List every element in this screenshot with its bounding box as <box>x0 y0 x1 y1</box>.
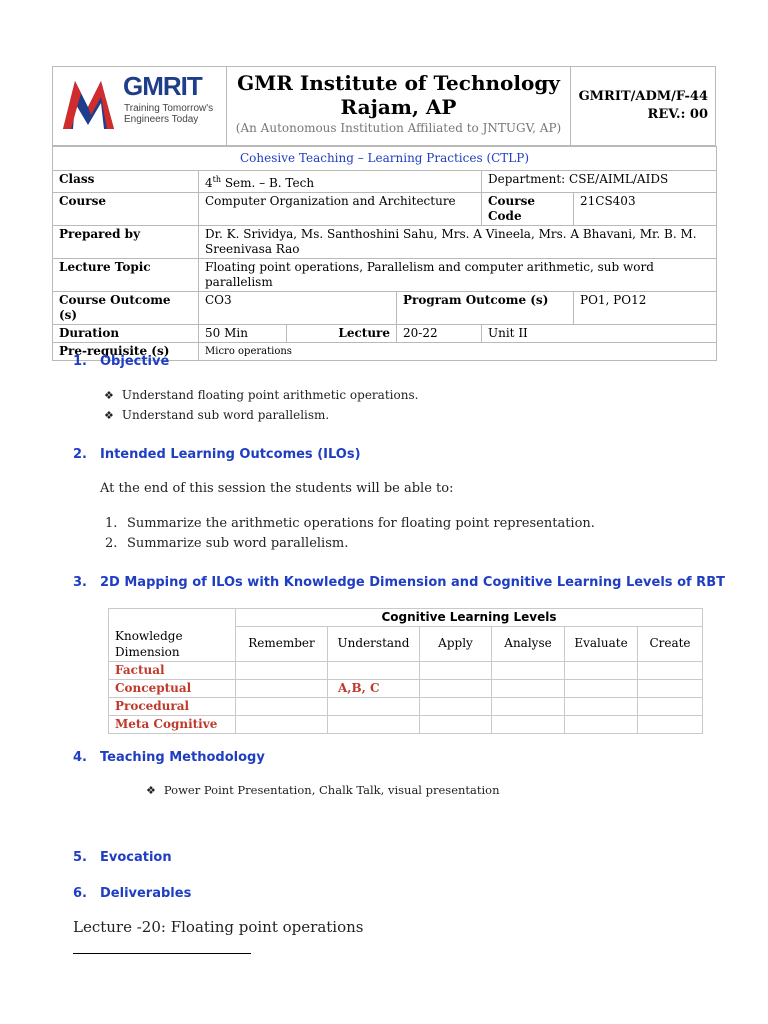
table-row <box>53 259 717 292</box>
course-outcome-value: CO3 <box>199 292 397 325</box>
lecture-topic-value: Floating point operations, Parallelism and computer arithmetic, sub word parallelism <box>199 259 717 292</box>
ctlp-info-table <box>52 146 717 361</box>
prerequisite-value: Micro operations <box>199 343 717 361</box>
ctlp-title: Cohesive Teaching – Learning Practices (CTLP) <box>53 147 717 171</box>
dimension-label: Factual <box>109 661 236 679</box>
table-row <box>109 609 703 627</box>
course-code-value: 21CS403 <box>574 193 717 226</box>
ctlp-title-row <box>53 147 717 171</box>
level-header: Create <box>638 627 703 662</box>
course-label: Course <box>53 193 199 226</box>
gmrit-logo-icon <box>61 75 116 131</box>
table-row <box>109 627 703 662</box>
section-rbt-heading: 3. 2D Mapping of ILOs with Knowledge Dimension and Cognitive Learning Levels of RBT <box>73 575 725 590</box>
form-code: GMRIT/ADM/F-44 <box>578 89 708 104</box>
table-row <box>53 193 717 226</box>
level-header: Evaluate <box>565 627 638 662</box>
prepared-by-value: Dr. K. Srividya, Ms. Santhoshini Sahu, Mrs. A Vineela, Mrs. A Bhavani, Mr. B. M. Sreenivasa Rao <box>199 226 717 259</box>
cognitive-levels-header: Cognitive Learning Levels <box>236 609 703 627</box>
table-row <box>109 697 703 715</box>
table-row <box>53 325 717 343</box>
heading-underline <box>73 953 251 954</box>
course-value: Computer Organization and Architecture <box>199 193 482 226</box>
ilo-item: 2. Summarize sub word parallelism. <box>105 536 349 551</box>
form-code-block <box>571 67 715 145</box>
table-row <box>53 226 717 259</box>
dimension-label: Procedural <box>109 697 236 715</box>
section-objective-heading: 1. Objective <box>73 354 170 369</box>
table-row <box>109 661 703 679</box>
revision-number: REV.: 00 <box>647 107 708 122</box>
lecture-topic-label: Lecture Topic <box>53 259 199 292</box>
teaching-bullet: ❖ Power Point Presentation, Chalk Talk, visual presentation <box>146 783 500 797</box>
duration-label: Duration <box>53 325 199 343</box>
institute-name: GMR Institute of Technology Rajam, AP <box>237 71 560 119</box>
knowledge-dimension-header: Knowledge Dimension <box>109 627 236 662</box>
level-header: Understand <box>328 627 420 662</box>
table-row <box>53 292 717 325</box>
level-header: Apply <box>420 627 492 662</box>
table-row <box>53 171 717 193</box>
lecture-heading: Lecture -20: Floating point operations <box>73 918 364 936</box>
level-header: Analyse <box>492 627 565 662</box>
dimension-label: Conceptual <box>109 679 236 697</box>
rbt-mapping-table <box>108 608 703 734</box>
institute-affiliation: (An Autonomous Institution Affiliated to JNTUGV, AP) <box>235 121 562 135</box>
conceptual-understand-cell: A,B, C <box>328 679 420 697</box>
document-header <box>52 66 716 146</box>
ilos-intro: At the end of this session the students will be able to: <box>100 481 454 496</box>
dimension-label: Meta Cognitive <box>109 715 236 733</box>
duration-value: 50 Min <box>199 325 287 343</box>
department-value: Department: CSE/AIML/AIDS <box>482 171 717 193</box>
level-header: Remember <box>236 627 328 662</box>
class-label: Class <box>53 171 199 193</box>
lecture-label: Lecture <box>287 325 397 343</box>
institute-title-block <box>227 67 571 145</box>
prerequisite-label: Pre-requisite (s) <box>53 343 199 361</box>
course-outcome-label: Course Outcome (s) <box>53 292 199 325</box>
class-value: 4th Sem. – B. Tech <box>199 171 482 193</box>
section-evocation-heading: 5. Evocation <box>73 850 172 865</box>
logo-tagline: Training Tomorrow's Engineers Today <box>124 103 214 125</box>
unit-value: Unit II <box>482 325 717 343</box>
lecture-value: 20-22 <box>397 325 482 343</box>
section-teaching-heading: 4. Teaching Methodology <box>73 750 265 765</box>
section-deliverables-heading: 6. Deliverables <box>73 886 192 901</box>
table-row <box>109 679 703 697</box>
logo-wordmark: GMRIT <box>123 71 202 101</box>
prepared-by-label: Prepared by <box>53 226 199 259</box>
program-outcome-value: PO1, PO12 <box>574 292 717 325</box>
course-code-label: Course Code <box>482 193 574 226</box>
table-row <box>109 715 703 733</box>
ilo-item: 1. Summarize the arithmetic operations for floating point representation. <box>105 516 595 531</box>
institute-logo <box>53 67 227 145</box>
objective-bullet: ❖ Understand sub word parallelism. <box>104 408 329 422</box>
program-outcome-label: Program Outcome (s) <box>397 292 574 325</box>
objective-bullet: ❖ Understand floating point arithmetic operations. <box>104 388 418 402</box>
section-ilos-heading: 2. Intended Learning Outcomes (ILOs) <box>73 447 361 462</box>
